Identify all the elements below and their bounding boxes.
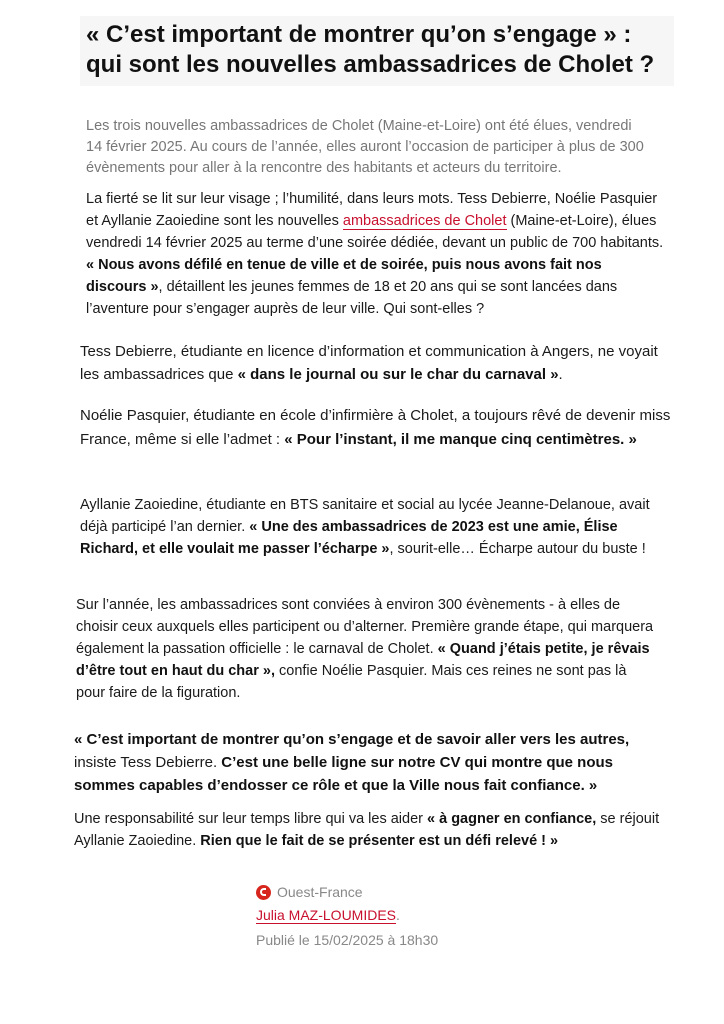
p7-quote-1: « à gagner en confiance, <box>427 811 597 827</box>
p2-text-1: Tess Debierre, étudiante en licence d’information et communication à Angers, ne voyait les ambassadrices que <box>80 343 658 383</box>
ouest-france-logo-icon <box>256 885 271 900</box>
author-link[interactable]: Julia MAZ-LOUMIDES <box>256 907 397 923</box>
p1-text-1: La fierté se lit sur leur visage ; l’humilité, dans leurs mots. Tess Debierre, Noélie Pasquier et Ayllanie Zaoiedine sont les nouvelles <box>86 191 658 229</box>
source-name: Ouest-France <box>277 884 363 900</box>
p5-text-2: confie Noélie Pasquier. Mais ces reines ne sont pas là pour faire de la figuration. <box>76 663 627 701</box>
p4-text-2: , sourit-elle… Écharpe autour du buste ! <box>389 541 646 557</box>
p4-text-1: Ayllanie Zaoiedine, étudiante en BTS sanitaire et social au lycée Jeanne-Delanoue, avait déjà participé l’an dernier. <box>80 497 650 535</box>
p1-quote: « Nous avons défilé en tenue de ville et de soirée, puis nous avons fait nos discours » <box>86 257 602 295</box>
p1-text-2: (Maine-et-Loire), élues vendredi 14 février 2025 au terme d’une soirée dédiée, devant un public de 700 habitants. <box>86 213 664 251</box>
p7-quote-2: Rien que le fait de se présenter est un défi relevé ! » <box>200 833 559 849</box>
p3-text-1: Noélie Pasquier, étudiante en école d’infirmière à Cholet, a toujours rêvé de devenir miss France, même si elle l’admet : <box>80 407 671 448</box>
p7-text-1: Une responsabilité sur leur temps libre qui va les aider <box>74 811 428 827</box>
p6-quote-1: « C’est important de montrer qu’on s’engage et de savoir aller vers les autres, <box>74 731 630 748</box>
p1-text-3: , détaillent les jeunes femmes de 18 et 20 ans qui se sont lancées dans l’aventure pour s’engager auprès de leur ville. Qui sont-elles ? <box>86 279 618 317</box>
p6-text-1: insiste Tess Debierre. <box>74 754 222 771</box>
ambassadrices-link[interactable]: ambassadrices de Cholet <box>342 213 507 229</box>
p6-quote-2: C’est une belle ligne sur notre CV qui montre que nous sommes capables d’endosser ce rôle et que la Ville nous fait confiance. » <box>74 754 614 794</box>
source-row <box>256 882 556 903</box>
paragraph-6 <box>74 728 674 797</box>
paragraph-3 <box>80 404 680 452</box>
p3-quote: « Pour l’instant, il me manque cinq centimètres. » <box>284 431 637 448</box>
article-lead: Les trois nouvelles ambassadrices de Cholet (Maine-et-Loire) ont été élues, vendredi 14 février 2025. Au cours de l’année, elles auront l’occasion de participer à plus de 300 évènements pour aller à la rencontre des habitants et acteurs du territoire. <box>86 118 644 176</box>
p5-quote: « Quand j’étais petite, je rêvais d’être tout en haut du char », <box>76 641 650 679</box>
author-row <box>256 905 556 926</box>
paragraph-2 <box>80 340 680 386</box>
title-box <box>80 16 674 86</box>
paragraph-7 <box>74 808 674 852</box>
article-title: « C’est important de montrer qu’on s’engage » : qui sont les nouvelles ambassadrices de Cholet ? <box>86 21 655 78</box>
paragraph-4 <box>80 494 660 560</box>
byline <box>256 882 556 951</box>
published-date: Publié le 15/02/2025 à 18h30 <box>256 932 439 948</box>
p7-text-2: se réjouit Ayllanie Zaoiedine. <box>74 811 660 849</box>
paragraph-1 <box>86 188 666 320</box>
p4-quote: « Une des ambassadrices de 2023 est une amie, Élise Richard, et elle voulait me passer l’écharpe » <box>80 519 618 557</box>
p5-text-1: Sur l’année, les ambassadrices sont conviées à environ 300 évènements - à elles de choisir ceux auxquels elles participent ou d’alterner. Première grande étape, qui marquera également la passation officielle : le carnaval de Cholet. <box>76 597 654 657</box>
author-suffix: . <box>396 907 400 923</box>
p2-text-2: . <box>558 366 563 383</box>
p2-quote: « dans le journal ou sur le char du carnaval » <box>237 366 559 383</box>
paragraph-5 <box>76 594 656 704</box>
